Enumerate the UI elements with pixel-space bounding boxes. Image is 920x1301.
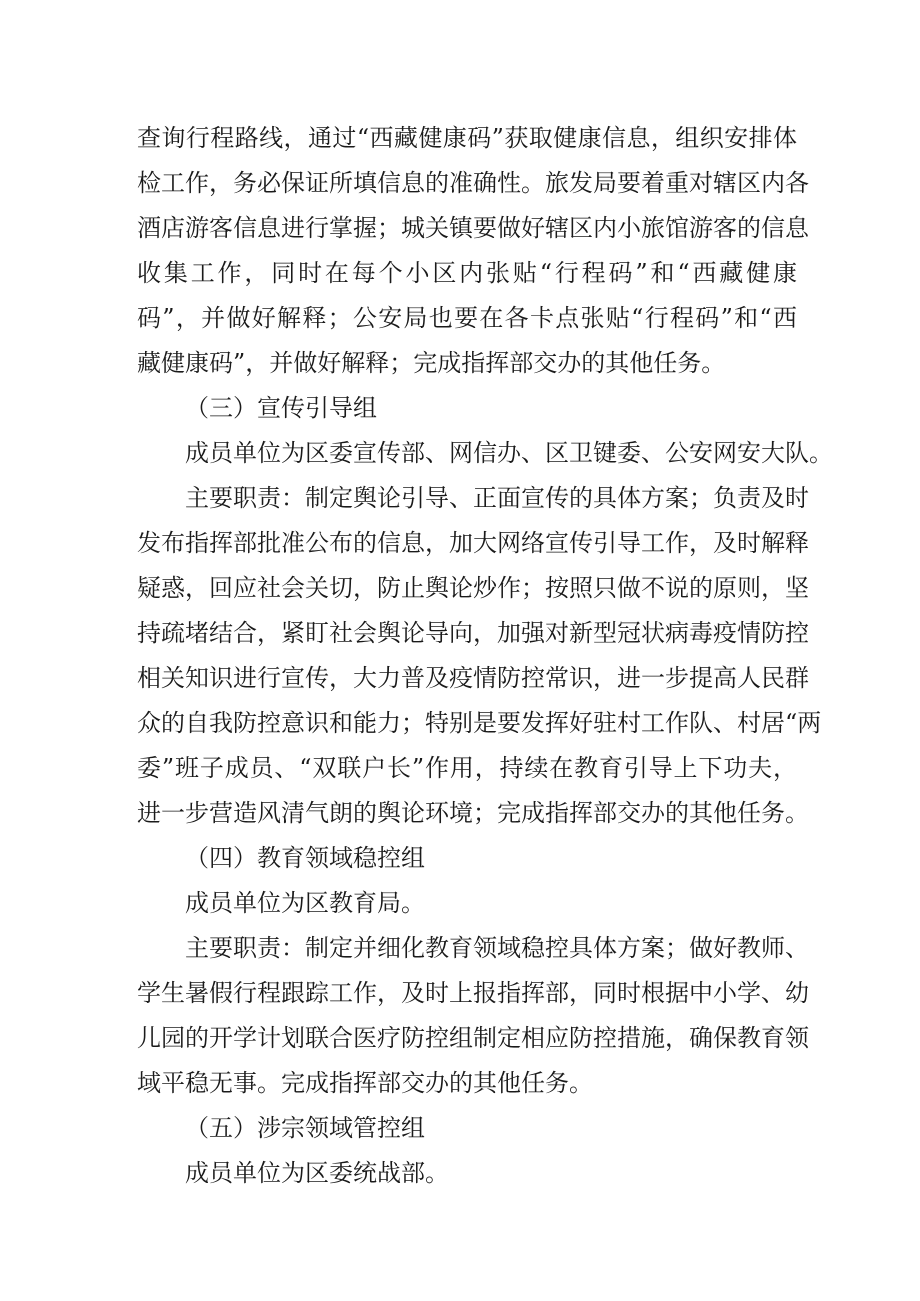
body-line: 收集工作，同时在每个小区内张贴“行程码”和“西藏健康 [137,259,797,287]
body-line: 成员单位为区教育局。 [185,889,425,917]
body-line: 检工作，务必保证所填信息的准确性。旅发局要着重对辖区内各 [137,169,809,197]
body-line: 进一步营造风清气朗的舆论环境；完成指挥部交办的其他任务。 [137,799,809,827]
body-line: 儿园的开学计划联合医疗防控组制定相应防控措施，确保教育领 [137,1024,809,1052]
body-line: 委”班子成员、“双联户长”作用，持续在教育引导上下功夫， [137,754,797,782]
body-line: 藏健康码”，并做好解释；完成指挥部交办的其他任务。 [137,349,726,377]
body-line: 成员单位为区委宣传部、网信办、区卫键委、公安网安大队。 [185,439,833,467]
body-line: 相关知识进行宣传，大力普及疫情防控常识，进一步提高人民群 [137,664,809,692]
section-heading-3: （三）宣传引导组 [185,394,377,422]
body-line: 学生暑假行程跟踪工作，及时上报指挥部，同时根据中小学、幼 [137,979,809,1007]
body-line: 持疏堵结合，紧盯社会舆论导向，加强对新型冠状病毒疫情防控 [137,619,809,647]
body-line: 众的自我防控意识和能力；特别是要发挥好驻村工作队、村居“两 [137,709,822,737]
body-line: 码”，并做好解释；公安局也要在各卡点张贴“行程码”和“西 [137,304,797,332]
section-heading-5: （五）涉宗领域管控组 [185,1114,425,1142]
body-line: 主要职责：制定舆论引导、正面宣传的具体方案；负责及时 [185,484,809,512]
body-line: 酒店游客信息进行掌握；城关镇要做好辖区内小旅馆游客的信息 [137,214,809,242]
body-line: 查询行程路线，通过“西藏健康码”获取健康信息，组织安排体 [137,124,797,152]
body-line: 域平稳无事。完成指挥部交办的其他任务。 [137,1069,593,1097]
body-line: 发布指挥部批准公布的信息，加大网络宣传引导工作，及时解释 [137,529,809,557]
body-line: 成员单位为区委统战部。 [185,1159,449,1187]
body-line: 主要职责：制定并细化教育领域稳控具体方案；做好教师、 [185,934,809,962]
section-heading-4: （四）教育领域稳控组 [185,844,425,872]
body-line: 疑惑，回应社会关切，防止舆论炒作；按照只做不说的原则，坚 [137,574,809,602]
